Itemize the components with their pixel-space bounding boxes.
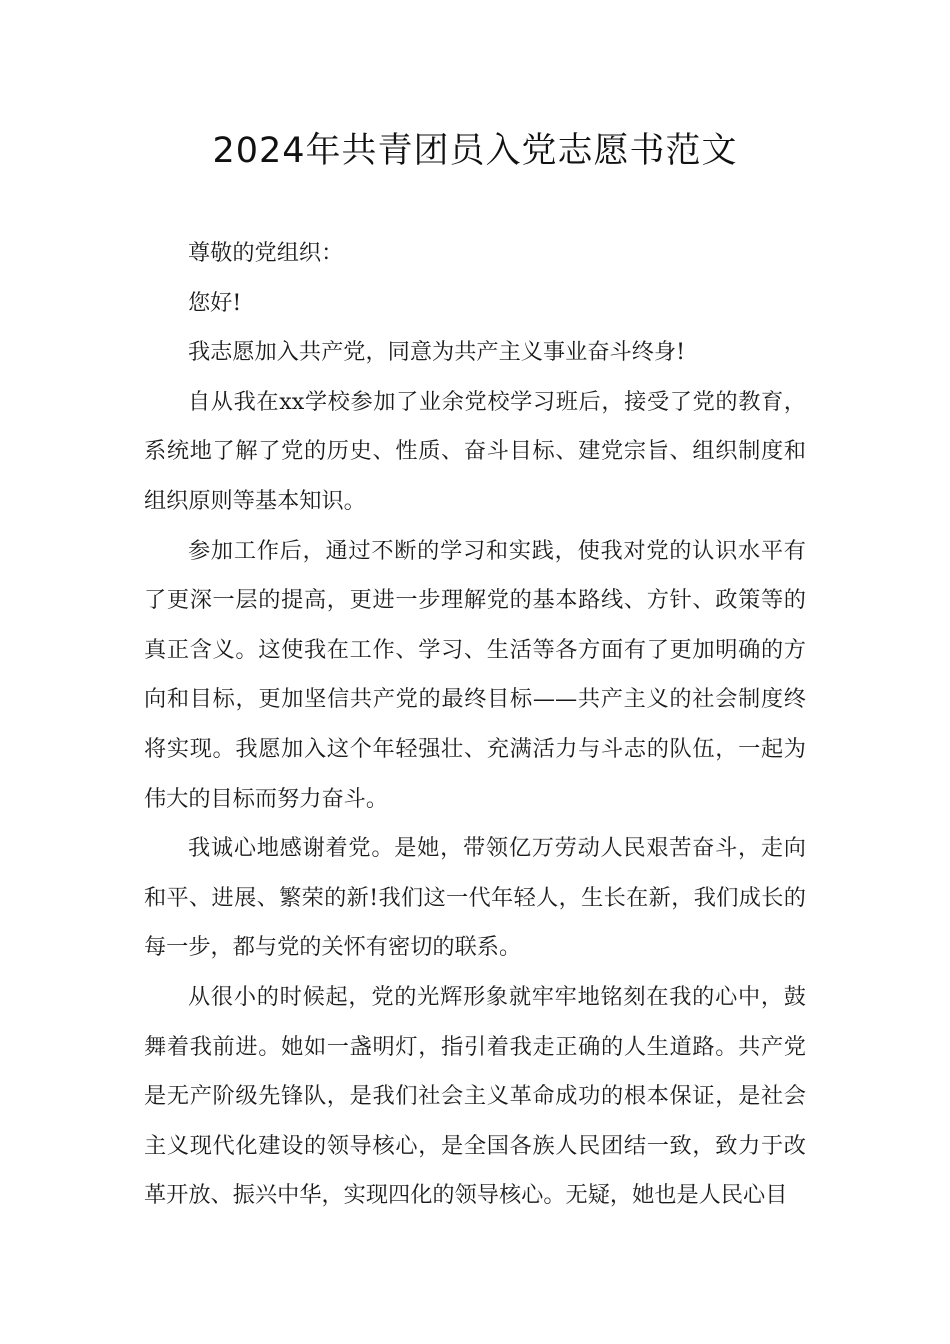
salutation: 尊敬的党组织： bbox=[188, 240, 344, 266]
paragraph: 我诚心地感谢着党。是她，带领亿万劳动人民艰苦奋斗，走向和平、进展、繁荣的新!我们这一代年轻人，生长在新，我们成长的每一步，都与党的关怀有密切的联系。 bbox=[144, 835, 806, 961]
document-body bbox=[144, 229, 806, 1221]
paragraph: 从很小的时候起，党的光辉形象就牢牢地铭刻在我的心中，鼓舞着我前进。她如一盏明灯，指引着我走正确的人生道路。共产党是无产阶级先锋队，是我们社会主义革命成功的根本保证，是社会主义现代化建设的领导核心，是全国各族人民团结一致，致力于改革开放、振兴中华，实现四化的领导核心。无疑，她也是人民心目 bbox=[144, 983, 806, 1209]
paragraph: 自从我在xx学校参加了业余党校学习班后，接受了党的教育，系统地了解了党的历史、性质、奋斗目标、建党宗旨、组织制度和组织原则等基本知识。 bbox=[144, 388, 806, 514]
greeting: 您好! bbox=[188, 289, 242, 316]
paragraph: 参加工作后，通过不断的学习和实践，使我对党的认识水平有了更深一层的提高，更进一步理解党的基本路线、方针、政策等的真正含义。这使我在工作、学习、生活等各方面有了更加明确的方向和目标，更加坚信共产党的最终目标——共产主义的社会制度终将实现。我愿加入这个年轻强壮、充满活力与斗志的队伍，一起为伟大的目标而努力奋斗。 bbox=[144, 537, 806, 812]
document-title: 2024年共青团员入党志愿书范文 bbox=[212, 131, 738, 171]
paragraph: 我志愿加入共产党，同意为共产主义事业奋斗终身! bbox=[188, 339, 686, 366]
